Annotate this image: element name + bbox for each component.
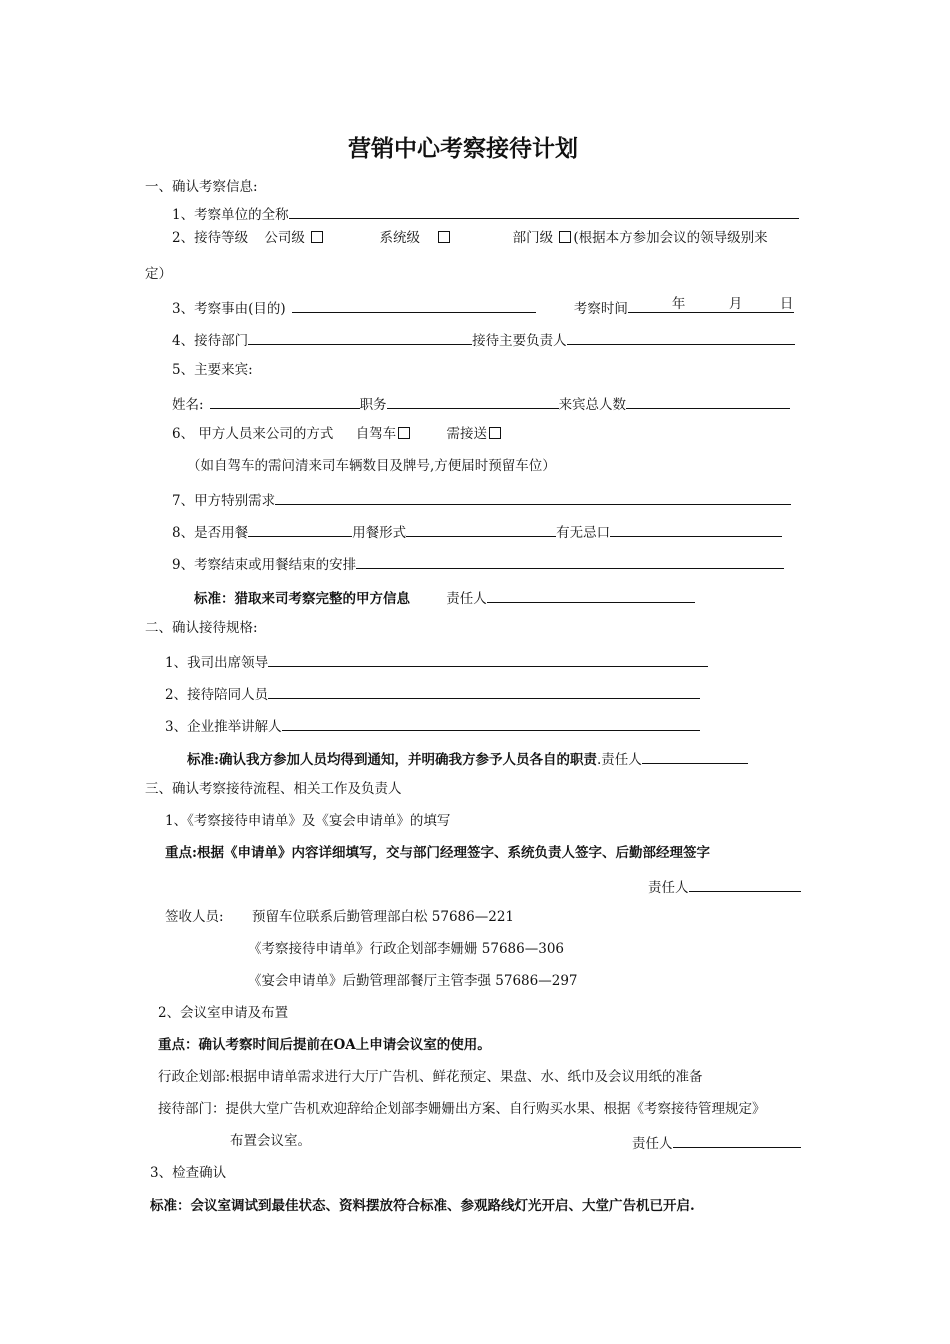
resp-field-1[interactable] [487, 587, 695, 603]
presenter-label: 3、企业推举讲解人 [165, 719, 282, 735]
total-label: 来宾总人数 [558, 397, 627, 413]
item-3: 3、检查确认 [150, 1165, 227, 1181]
purpose-field[interactable] [292, 297, 536, 313]
presenter-row [165, 715, 700, 736]
name-label: 姓名: [172, 397, 204, 413]
leader-label: 接待主要负责人 [472, 333, 567, 349]
leader-field[interactable] [567, 329, 795, 345]
level-label: 2、接待等级 [172, 230, 249, 246]
meal-row [172, 521, 782, 542]
self-drive-checkbox[interactable] [398, 427, 410, 439]
standard-1-row [194, 587, 695, 608]
level-dept-label: 部门级 [512, 230, 554, 246]
taboo-field[interactable] [610, 521, 782, 537]
item-1: 1、《考察接待申请单》及《宴会申请单》的填写 [165, 813, 451, 829]
purpose-row [172, 297, 794, 318]
admin-note: 行政企划部:根据申请单需求进行大厅广告机、鲜花预定、果盘、水、纸巾及会议用纸的准备 [158, 1069, 703, 1085]
section-2-heading: 二、确认接待规格: [145, 620, 258, 636]
sign-line-2: 《考察接待申请单》行政企划部李姗姗 57686—306 [248, 941, 565, 957]
unit-row [172, 203, 799, 224]
staff-field[interactable] [268, 683, 700, 699]
resp-label-3: 责任人 [648, 880, 689, 896]
presenter-field[interactable] [282, 715, 700, 731]
name-field[interactable] [210, 393, 360, 409]
meal-label: 8、是否用餐 [172, 525, 249, 541]
after-row [172, 553, 784, 574]
resp-row-4 [632, 1132, 801, 1153]
standard-1: 标准：猎取来司考察完整的甲方信息 [194, 591, 410, 607]
position-field[interactable] [387, 393, 559, 409]
standard-2: 标准:确认我方参加人员均得到通知，并明确我方参予人员各自的职责 [187, 752, 597, 768]
resp-row-3 [648, 876, 801, 897]
arrival-row [172, 425, 503, 443]
month-label: 月 [728, 296, 743, 312]
key-2: 重点：确认考察时间后提前在OA上申请会议室的使用。 [158, 1037, 491, 1053]
resp-label-4: 责任人 [632, 1136, 673, 1152]
resp-field-4[interactable] [673, 1132, 801, 1148]
section-3-heading: 三、确认考察接待流程、相关工作及负责人 [145, 781, 402, 797]
arrival-note: （如自驾车的需问清来司车辆数目及牌号,方便届时预留车位） [187, 458, 556, 474]
dept-label: 4、接待部门 [172, 333, 249, 349]
standard-2-row [187, 748, 748, 769]
time-field[interactable] [628, 297, 794, 313]
sign-line-3: 《宴会申请单》后勤管理部餐厅主管李强 57686—297 [248, 973, 578, 989]
level-row [172, 229, 768, 247]
staff-row [165, 683, 700, 704]
level-dept-checkbox[interactable] [559, 231, 571, 243]
standard-3: 标准：会议室调试到最佳状态、资料摆放符合标准、参观路线灯光开启、大堂广告机已开启. [150, 1198, 695, 1214]
meal-form-label: 用餐形式 [352, 525, 407, 541]
meal-field[interactable] [248, 521, 352, 537]
unit-label: 1、考察单位的全称 [172, 207, 289, 223]
total-field[interactable] [626, 393, 790, 409]
purpose-label: 3、考察事由(目的) [172, 301, 286, 317]
level-system-checkbox[interactable] [438, 231, 450, 243]
special-field[interactable] [275, 489, 791, 505]
time-label: 考察时间 [573, 301, 628, 317]
guests-row [172, 393, 790, 414]
resp-label-2: .责任人 [596, 752, 642, 768]
unit-field[interactable] [289, 203, 799, 219]
level-note-continued: 定） [145, 266, 172, 282]
key-1: 重点:根据《申请单》内容详细填写，交与部门经理签字、系统负责人签字、后勤部经理签字 [165, 845, 710, 861]
self-drive-label: 自驾车 [355, 426, 397, 442]
staff-label: 2、接待陪同人员 [165, 687, 269, 703]
section-1-heading: 一、确认考察信息: [145, 179, 258, 195]
after-label: 9、考察结束或用餐结束的安排 [172, 557, 357, 573]
meal-form-field[interactable] [406, 521, 556, 537]
pickup-label: 需接送 [446, 426, 487, 442]
resp-field-3[interactable] [689, 876, 801, 892]
after-field[interactable] [356, 553, 784, 569]
attend-leader-row [165, 651, 708, 672]
day-label: 日 [779, 296, 794, 312]
taboo-label: 有无忌口 [556, 525, 611, 541]
resp-field-2[interactable] [642, 748, 748, 764]
level-company-label: 公司级 [264, 230, 305, 246]
dept-row [172, 329, 795, 350]
sign-label: 签收人员: [165, 909, 224, 925]
reception-note-continued: 布置会议室。 [230, 1133, 311, 1149]
special-label: 7、甲方特别需求 [172, 493, 276, 509]
guests-label: 5、主要来宾: [172, 362, 253, 378]
attend-leader-field[interactable] [268, 651, 708, 667]
level-system-label: 系统级 [379, 230, 420, 246]
attend-leader-label: 1、我司出席领导 [165, 655, 269, 671]
item-2: 2、会议室申请及布置 [158, 1005, 289, 1021]
resp-label-1: 责任人 [446, 591, 487, 607]
level-company-checkbox[interactable] [311, 231, 323, 243]
year-label: 年 [671, 296, 686, 312]
special-row [172, 489, 791, 510]
page-title: 营销中心考察接待计划 [348, 135, 578, 162]
position-label: 职务 [359, 397, 387, 413]
level-note: (根据本方参加会议的领导级别来 [573, 230, 768, 246]
pickup-checkbox[interactable] [489, 427, 501, 439]
dept-field[interactable] [248, 329, 472, 345]
arrival-label: 6、 甲方人员来公司的方式 [172, 426, 334, 442]
sign-line-1: 预留车位联系后勤管理部白松 57686—221 [252, 909, 515, 925]
reception-note: 接待部门：提供大堂广告机欢迎辞给企划部李姗姗出方案、自行购买水果、根据《考察接待管理规定》 [158, 1101, 766, 1117]
